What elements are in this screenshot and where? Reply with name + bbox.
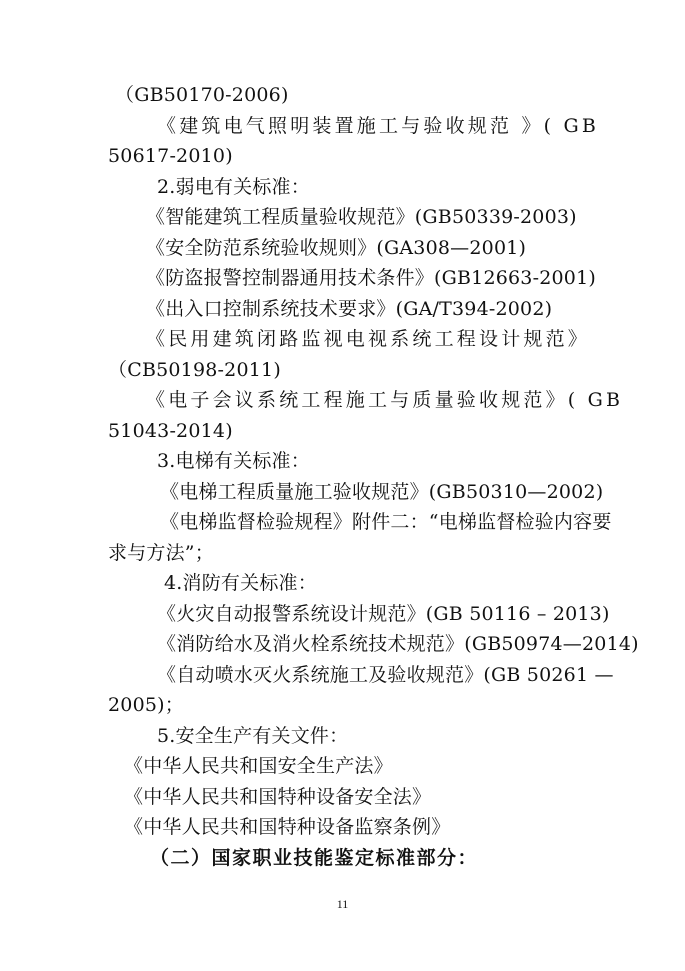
- text-line: 《中华人民共和国特种设备安全法》: [124, 786, 432, 808]
- section-heading: 4.消防有关标准：: [164, 572, 317, 594]
- text-line: 《中华人民共和国特种设备监察条例》: [124, 816, 451, 838]
- section-heading-bold: （二）国家职业技能鉴定标准部分：: [150, 847, 479, 869]
- text-line: 求与方法”；: [108, 542, 214, 564]
- text-line: 《防盗报警控制器通用技术条件》(GB12663-2001): [146, 267, 596, 289]
- text-line: 《民用建筑闭路监视电视系统工程设计规范》: [146, 328, 591, 350]
- text-line: 《出入口控制系统技术要求》(GA/T394-2002): [146, 298, 553, 320]
- text-line: 《中华人民共和国安全生产法》: [124, 755, 393, 777]
- text-line: 《电子会议系统工程施工与质量验收规范》( GB: [146, 389, 624, 411]
- text-line: （CB50198-2011): [108, 359, 281, 381]
- section-heading: 3.电梯有关标准：: [157, 450, 310, 472]
- text-line: 《火灾自动报警系统设计规范》(GB 50116 – 2013): [157, 603, 610, 625]
- page-number: 11: [336, 897, 349, 911]
- text-line: 《智能建筑工程质量验收规范》(GB50339-2003): [146, 206, 577, 228]
- section-heading: 5.安全生产有关文件：: [157, 725, 349, 747]
- text-line: 《消防给水及消火栓系统技术规范》(GB50974—2014): [157, 633, 639, 655]
- text-line: 《自动喷水灭火系统施工及验收规范》(GB 50261 —: [157, 664, 614, 686]
- text-line: （GB50170-2006): [115, 84, 289, 106]
- text-line: 50617-2010): [108, 145, 233, 167]
- text-line: 《电梯工程质量施工验收规范》(GB50310—2002): [160, 481, 604, 503]
- text-line: 《安全防范系统验收规则》(GA308—2001): [146, 237, 527, 259]
- text-line: 《电梯监督检验规程》附件二：“电梯监督检验内容要: [160, 511, 612, 533]
- text-line: 2005)；: [108, 694, 184, 716]
- text-line: 《建筑电气照明装置施工与验收规范 》( GB: [157, 115, 600, 137]
- text-line: 51043-2014): [108, 420, 233, 442]
- section-heading: 2.弱电有关标准：: [157, 176, 310, 198]
